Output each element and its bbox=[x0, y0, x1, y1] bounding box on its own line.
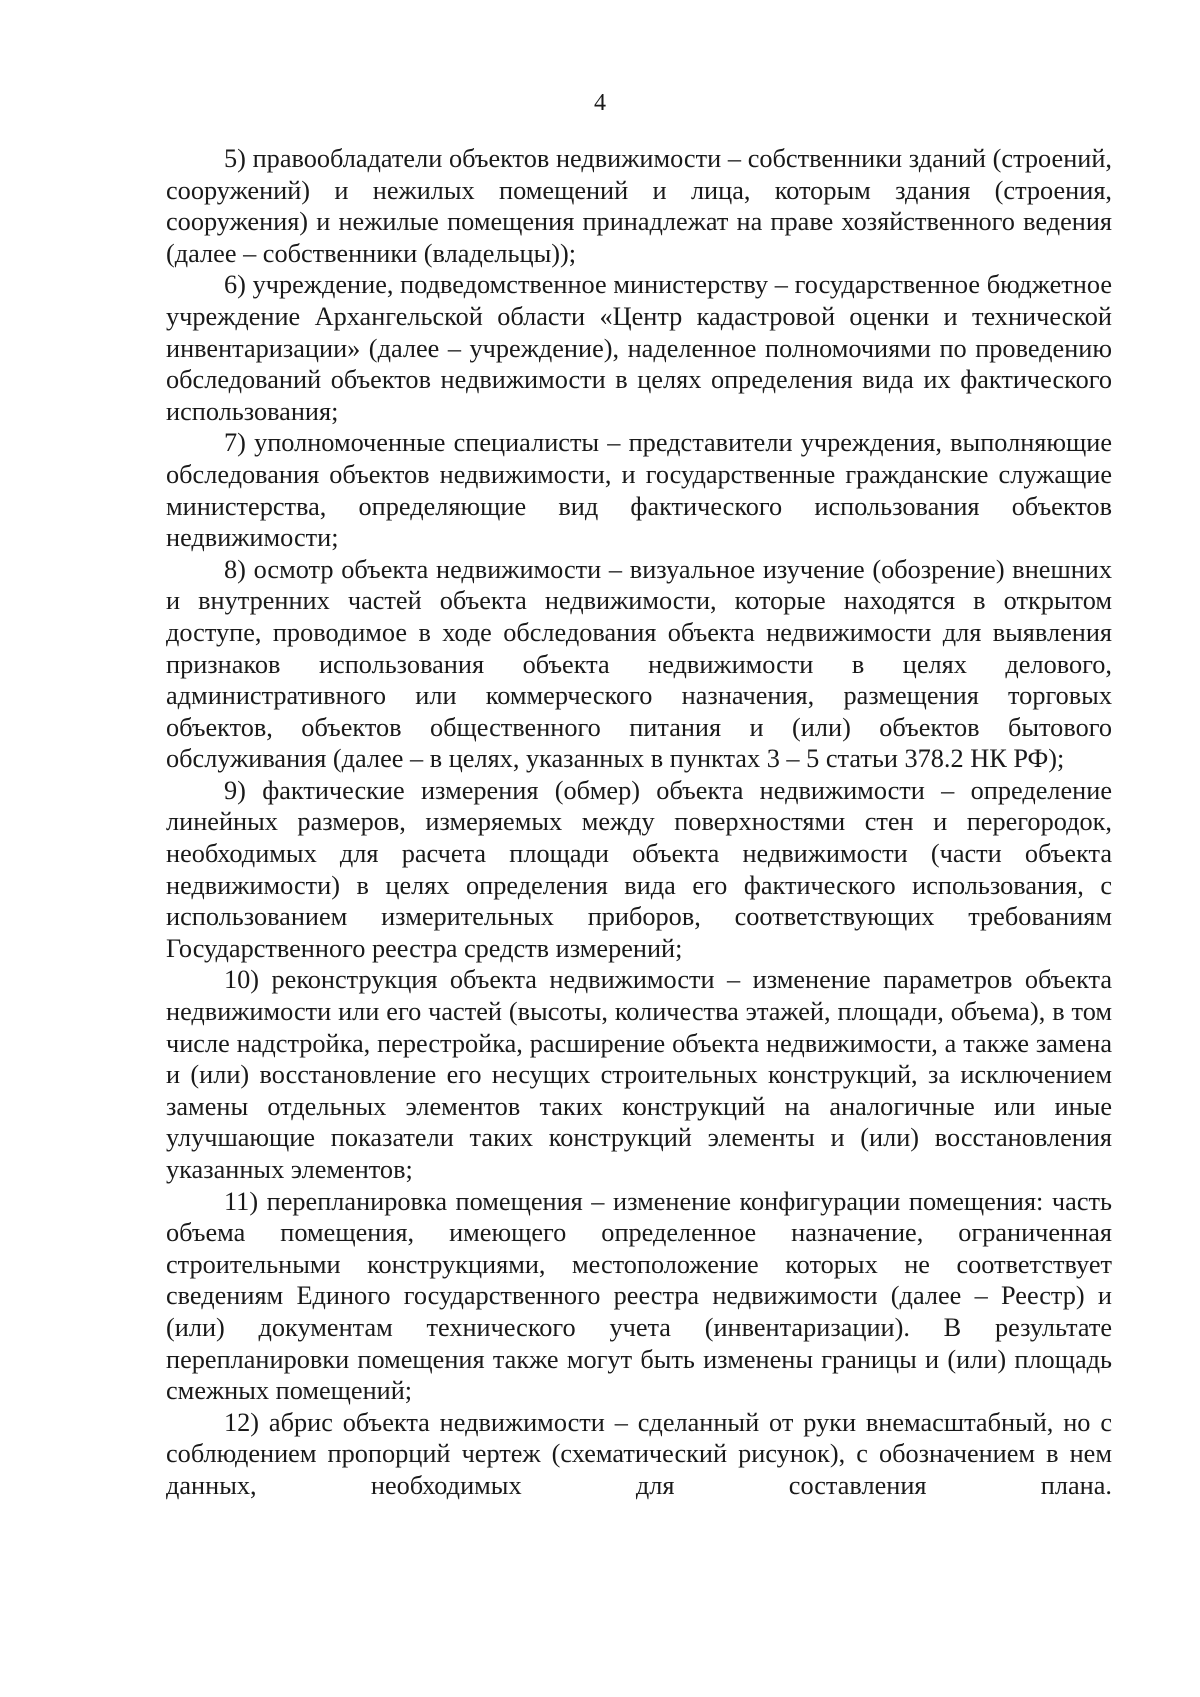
paragraph-item-5: 5) правообладатели объектов недвижимости – собственники зданий (строений, сооружений) и нежилых помещений и лица, которым здания (строения, сооружения) и нежилые помещения принадлежат на праве хозяйственного ведения (далее – собственники (владельцы)); bbox=[166, 144, 1112, 268]
document-body bbox=[166, 143, 1112, 1502]
paragraph-item-11: 11) перепланировка помещения – изменение конфигурации помещения: часть объема помещения, имеющего определенное назначение, ограниченная строительными конструкциями, местоположение которых не соответствует сведениям Единого государственного реестра недвижимости (далее – Реестр) и (или) документам технического учета (инвентаризации). В результате перепланировки помещения также могут быть изменены границы и (или) площадь смежных помещений; bbox=[166, 1186, 1112, 1406]
page-number: 4 bbox=[594, 90, 606, 116]
paragraph-item-10: 10) реконструкция объекта недвижимости – изменение параметров объекта недвижимости или его частей (высоты, количества этажей, площади, объема), в том числе надстройка, перестройка, расширение объекта недвижимости, а также замена и (или) восстановление его несущих строительных конструкций, за исключением замены отдельных элементов таких конструкций на аналогичные или иные улучшающие показатели таких конструкций элементы и (или) восстановления указанных элементов; bbox=[166, 965, 1112, 1184]
paragraph-item-9: 9) фактические измерения (обмер) объекта недвижимости – определение линейных размеров, измеряемых между поверхностями стен и перегородок, необходимых для расчета площади объекта недвижимости (части объекта недвижимости) в целях определения вида его фактического использования, с использованием измерительных приборов, соответствующих требованиям Государственного реестра средств измерений; bbox=[166, 775, 1112, 963]
paragraph-item-8: 8) осмотр объекта недвижимости – визуальное изучение (обозрение) внешних и внутренних частей объекта недвижимости, которые находятся в открытом доступе, проводимое в ходе обследования объекта недвижимости для выявления признаков использования объекта недвижимости в целях делового, административного или коммерческого назначения, размещения торговых объектов, объектов общественного питания и (или) объектов бытового обслуживания (далее – в целях, указанных в пунктах 3 – 5 статьи 378.2 НК РФ); bbox=[166, 554, 1112, 774]
paragraph-item-7: 7) уполномоченные специалисты – представители учреждения, выполняющие обследования объектов недвижимости, и государственные гражданские служащие министерства, определяющие вид фактического использования объектов недвижимости; bbox=[166, 428, 1112, 553]
paragraph-item-12: 12) абрис объекта недвижимости – сделанный от руки внемасштабный, но с соблюдением пропорций чертеж (схематический рисунок), с обозначением в нем данных, необходимых для составления плана. bbox=[166, 1407, 1112, 1500]
paragraph-item-6: 6) учреждение, подведомственное министерству – государственное бюджетное учреждение Архангельской области «Центр кадастровой оценки и технической инвентаризации» (далее – учреждение), наделенное полномочиями по проведению обследований объектов недвижимости в целях определения вида их фактического использования; bbox=[166, 270, 1112, 426]
